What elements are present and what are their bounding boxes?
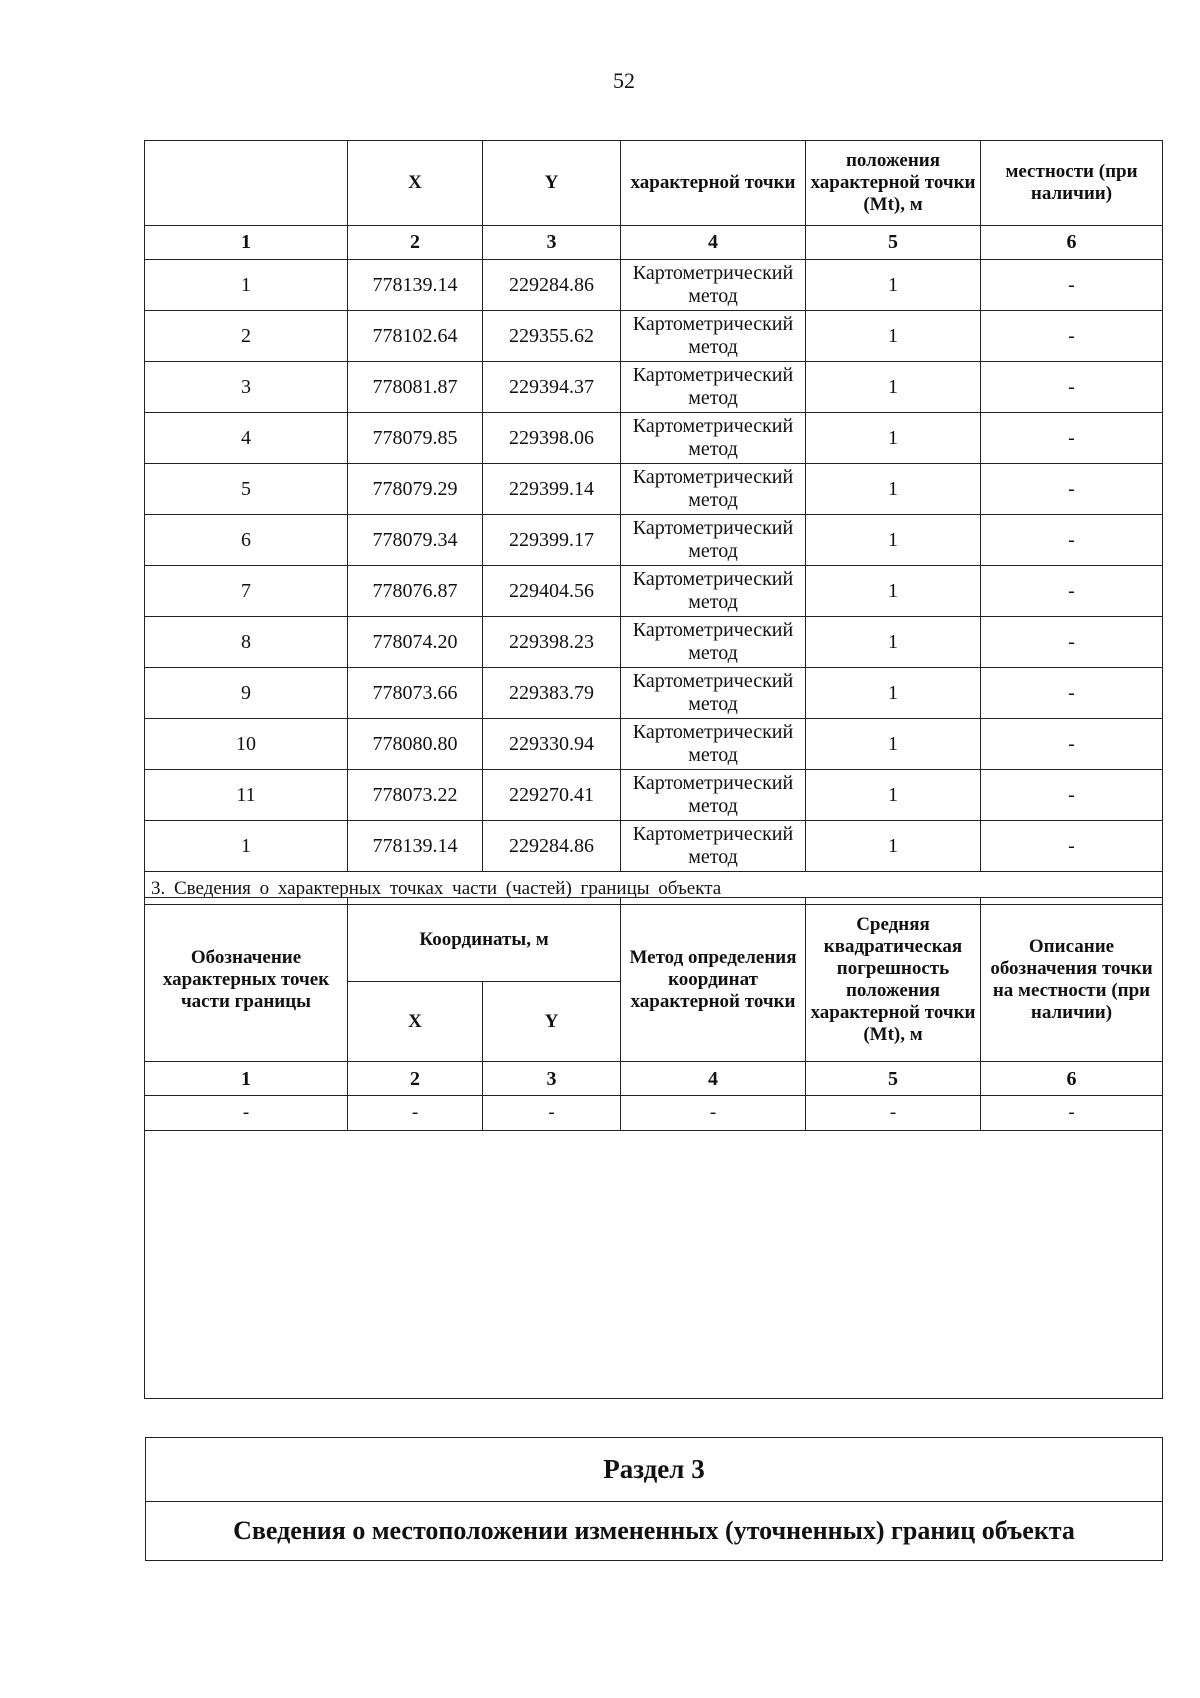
x-coordinate-cell: 778102.64 (348, 311, 483, 362)
table-cell: - (806, 1096, 981, 1131)
x-coordinate-cell: 778079.34 (348, 515, 483, 566)
table-row (145, 260, 1163, 311)
column-number: 3 (483, 1062, 621, 1096)
accuracy-cell: 1 (806, 362, 981, 413)
accuracy-cell: 1 (806, 413, 981, 464)
part-boundary-points-table (144, 897, 1163, 1131)
y-coordinate-cell: 229270.41 (483, 770, 621, 821)
point-number-cell: 10 (145, 719, 348, 770)
section-title: Раздел 3 (146, 1438, 1162, 1502)
accuracy-cell: 1 (806, 770, 981, 821)
table-row (145, 719, 1163, 770)
header-cell-1 (145, 141, 348, 226)
point-number-cell: 2 (145, 311, 348, 362)
accuracy-cell: 1 (806, 515, 981, 566)
description-cell: - (981, 566, 1163, 617)
description-cell: - (981, 413, 1163, 464)
accuracy-cell: 1 (806, 464, 981, 515)
point-number-cell: 5 (145, 464, 348, 515)
header-cell-x: X (348, 982, 483, 1062)
x-coordinate-cell: 778074.20 (348, 617, 483, 668)
header-cell-method: характерной точки (621, 141, 806, 226)
table-row (145, 1096, 1163, 1131)
point-number-cell: 8 (145, 617, 348, 668)
header-cell-mt: Средняя квадратическая погрешность положения характерной точки (Mt), м (806, 898, 981, 1062)
accuracy-cell: 1 (806, 260, 981, 311)
x-coordinate-cell: 778073.66 (348, 668, 483, 719)
accuracy-cell: 1 (806, 719, 981, 770)
table-header-row (145, 141, 1163, 226)
column-number: 6 (981, 226, 1163, 260)
method-cell: Картометрический метод (621, 668, 806, 719)
table-cell: - (981, 1096, 1163, 1131)
column-number: 5 (806, 1062, 981, 1096)
description-cell: - (981, 311, 1163, 362)
table-cell: - (348, 1096, 483, 1131)
table-cell: - (621, 1096, 806, 1131)
empty-content-area (144, 1130, 1163, 1399)
point-number-cell: 7 (145, 566, 348, 617)
accuracy-cell: 1 (806, 566, 981, 617)
column-number-row (145, 1062, 1163, 1096)
description-cell: - (981, 770, 1163, 821)
method-cell: Картометрический метод (621, 260, 806, 311)
column-number: 2 (348, 1062, 483, 1096)
header-cell-coordinates: Координаты, м (348, 898, 621, 982)
table-row (145, 821, 1163, 872)
y-coordinate-cell: 229284.86 (483, 821, 621, 872)
y-coordinate-cell: 229330.94 (483, 719, 621, 770)
method-cell: Картометрический метод (621, 311, 806, 362)
header-cell-x: X (348, 141, 483, 226)
accuracy-cell: 1 (806, 668, 981, 719)
header-cell-designation: Обозначение характерных точек части границы (145, 898, 348, 1062)
x-coordinate-cell: 778139.14 (348, 260, 483, 311)
x-coordinate-cell: 778073.22 (348, 770, 483, 821)
method-cell: Картометрический метод (621, 617, 806, 668)
header-cell-desc: Описание обозначения точки на местности (при наличии) (981, 898, 1163, 1062)
header-cell-mt: положения характерной точки (Mt), м (806, 141, 981, 226)
table-cell: - (145, 1096, 348, 1131)
y-coordinate-cell: 229404.56 (483, 566, 621, 617)
x-coordinate-cell: 778076.87 (348, 566, 483, 617)
header-cell-y: Y (483, 982, 621, 1062)
column-number: 4 (621, 1062, 806, 1096)
accuracy-cell: 1 (806, 617, 981, 668)
table-header-row (145, 898, 1163, 982)
table-row (145, 311, 1163, 362)
description-cell: - (981, 515, 1163, 566)
method-cell: Картометрический метод (621, 770, 806, 821)
table-cell: - (483, 1096, 621, 1131)
description-cell: - (981, 260, 1163, 311)
method-cell: Картометрический метод (621, 413, 806, 464)
table-row (145, 464, 1163, 515)
header-cell-y: Y (483, 141, 621, 226)
method-cell: Картометрический метод (621, 464, 806, 515)
table-row (145, 617, 1163, 668)
table-row (145, 362, 1163, 413)
point-number-cell: 9 (145, 668, 348, 719)
y-coordinate-cell: 229355.62 (483, 311, 621, 362)
x-coordinate-cell: 778081.87 (348, 362, 483, 413)
method-cell: Картометрический метод (621, 362, 806, 413)
x-coordinate-cell: 778080.80 (348, 719, 483, 770)
y-coordinate-cell: 229284.86 (483, 260, 621, 311)
page-number: 52 (613, 68, 635, 93)
accuracy-cell: 1 (806, 821, 981, 872)
y-coordinate-cell: 229399.17 (483, 515, 621, 566)
point-number-cell: 6 (145, 515, 348, 566)
column-number: 6 (981, 1062, 1163, 1096)
accuracy-cell: 1 (806, 311, 981, 362)
x-coordinate-cell: 778139.14 (348, 821, 483, 872)
table-row (145, 770, 1163, 821)
column-number-row (145, 226, 1163, 260)
description-cell: - (981, 362, 1163, 413)
y-coordinate-cell: 229383.79 (483, 668, 621, 719)
description-cell: - (981, 719, 1163, 770)
y-coordinate-cell: 229399.14 (483, 464, 621, 515)
description-cell: - (981, 617, 1163, 668)
table-row (145, 566, 1163, 617)
point-number-cell: 1 (145, 260, 348, 311)
boundary-points-table (144, 140, 1163, 905)
section-subtitle: Сведения о местоположении измененных (уточненных) границ объекта (233, 1516, 1075, 1545)
table-row (145, 668, 1163, 719)
column-number: 1 (145, 1062, 348, 1096)
method-cell: Картометрический метод (621, 821, 806, 872)
header-cell-desc: местности (при наличии) (981, 141, 1163, 226)
column-number: 4 (621, 226, 806, 260)
point-number-cell: 4 (145, 413, 348, 464)
point-number-cell: 11 (145, 770, 348, 821)
y-coordinate-cell: 229394.37 (483, 362, 621, 413)
header-cell-method: Метод определения координат характерной точки (621, 898, 806, 1062)
description-cell: - (981, 464, 1163, 515)
section-caption: 3. Сведения о характерных точках части (частей) границы объекта (145, 872, 1163, 905)
column-number: 3 (483, 226, 621, 260)
y-coordinate-cell: 229398.06 (483, 413, 621, 464)
x-coordinate-cell: 778079.85 (348, 413, 483, 464)
y-coordinate-cell: 229398.23 (483, 617, 621, 668)
x-coordinate-cell: 778079.29 (348, 464, 483, 515)
description-cell: - (981, 821, 1163, 872)
table-row (145, 515, 1163, 566)
point-number-cell: 1 (145, 821, 348, 872)
method-cell: Картометрический метод (621, 566, 806, 617)
description-cell: - (981, 668, 1163, 719)
method-cell: Картометрический метод (621, 515, 806, 566)
section-heading-box (145, 1437, 1163, 1561)
table-row (145, 413, 1163, 464)
point-number-cell: 3 (145, 362, 348, 413)
column-number: 5 (806, 226, 981, 260)
method-cell: Картометрический метод (621, 719, 806, 770)
column-number: 1 (145, 226, 348, 260)
column-number: 2 (348, 226, 483, 260)
